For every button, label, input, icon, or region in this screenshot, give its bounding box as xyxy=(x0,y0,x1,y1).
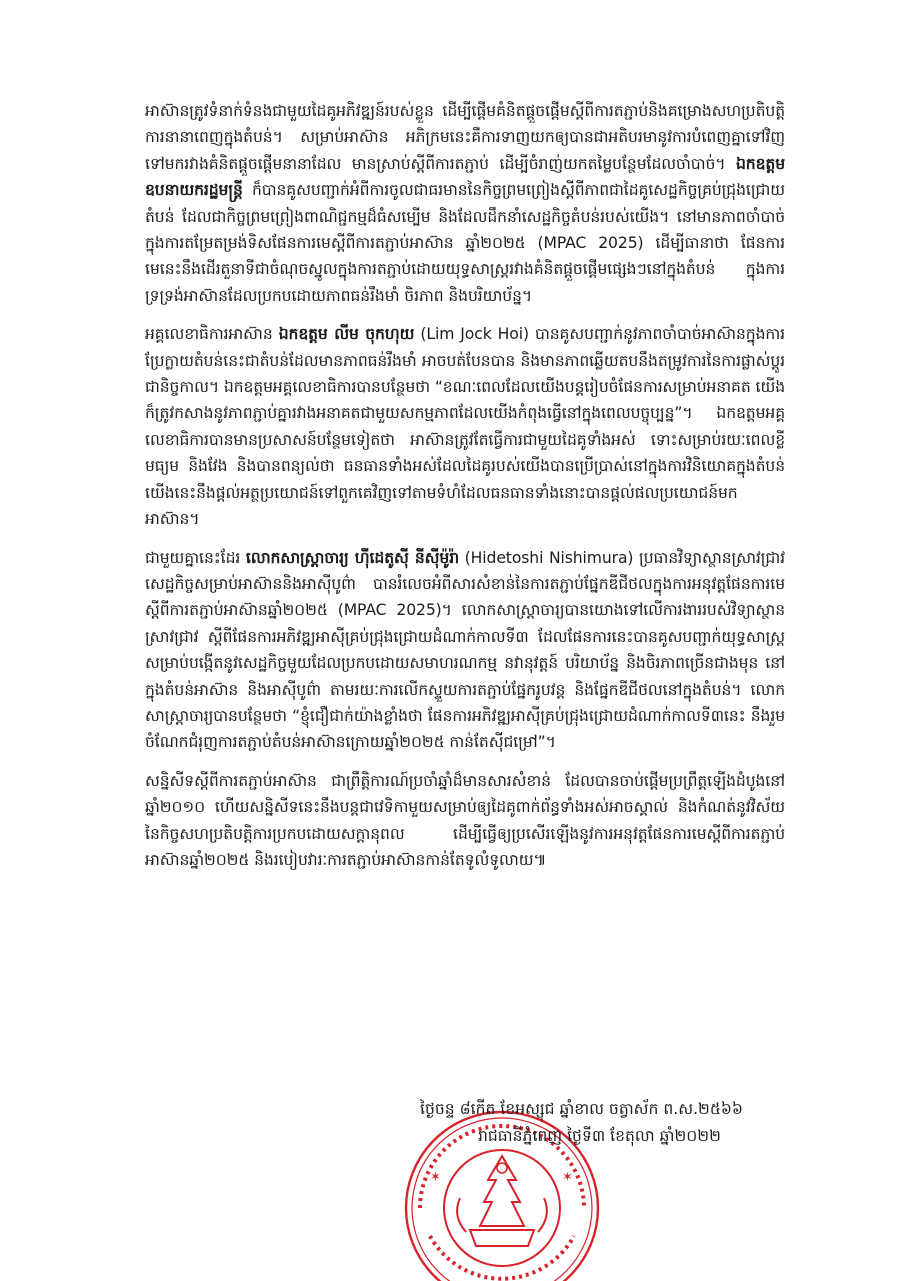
paragraph-text: អាស៊ានត្រូវទំនាក់ទំនងជាមួយដៃគូអភិវឌ្ឍន៍របស់ខ្លួន ដើម្បីផ្តើមគំនិតផ្តួចផ្តើមស្តីពីការតភ្ជាប់និងគម្រោងសហប្រតិបត្តិការនានាពេញក្នុងតំបន់។ សម្រាប់អាស៊ាន អភិក្រមនេះគឺការទាញយកឲ្យបានជាអតិបរមានូវការបំពេញគ្នាទៅវិញទៅមករវាងគំនិតផ្តួចផ្តើមនានាដែល មានស្រាប់ស្តីពីការតភ្ជាប់ ដើម្បីចំរាញ់យកតម្លៃបន្ថែមដែលចាំបាច់។ xyxy=(145,102,785,173)
paragraph-text: ក៏បានគូសបញ្ជាក់អំពីការចូលជាធរមាននៃកិច្ចព្រមព្រៀងស្តីពីភាពជាដៃគូសេដ្ឋកិច្ចគ្រប់ជ្រុងជ្រោយតំបន់ ដែលជាកិច្ចព្រមព្រៀងពាណិជ្ជកម្មដ៏ធំសម្បើម និងដែលដឹកនាំសេដ្ឋកិច្ចតំបន់របស់យើង។ នៅមានភាពចាំបាច់ក្នុងការតម្រែតម្រង់ទិសផែនការមេស្តីពីការតភ្ជាប់អាស៊ាន ឆ្នាំ២០២៥ (MPAC 2025) ដើម្បីធានាថា ផែនការមេនេះនឹងដើរតួនាទីជាចំណុចស្នូលក្នុងការតភ្ជាប់ដោយយុទ្ធសាស្ត្ររវាងគំនិតផ្តួចផ្តើមផ្សេងៗនៅក្នុងតំបន់ ក្នុងការទ្រទ្រង់អាស៊ានដែលប្រកបដោយភាពធន់រឹងមាំ ចិរភាព និងបរិយាប័ន្ន។ xyxy=(145,181,785,305)
date-signature-block xyxy=(420,1096,840,1150)
paragraph xyxy=(145,545,785,756)
paragraph xyxy=(145,98,785,309)
place-date-line: រាជធានីភ្នំពេញ ថ្ងៃទី៣ ខែតុលា ឆ្នាំ២០២២ xyxy=(478,1127,721,1145)
paragraph-text: ជាមួយគ្នានេះដែរ xyxy=(145,548,246,567)
svg-text:✶: ✶ xyxy=(430,1170,441,1185)
paragraph xyxy=(145,768,785,874)
bold-name-text: លោកសាស្ត្រាចារ្យ ហ៊ីដេតូស៊ី នីស៊ីម៉ូរ៉ា xyxy=(245,548,460,567)
paragraph-text: (Lim Jock Hoi) បានគូសបញ្ជាក់នូវភាពចាំបាច់អាស៊ានក្នុងការប្រែក្លាយតំបន់នេះជាតំបន់ដែលមានភាពធន់រឹងមាំ អាចបត់បែនបាន និងមានភាពឆ្លើយតបនឹងតម្រូវការនៃការផ្លាស់ប្តូរជានិច្ចកាល។ ឯកឧត្តមអគ្គលេខាធិការបានបន្ថែមថា “ខណៈពេលដែលយើងបន្តរៀបចំផែនការសម្រាប់អនាគត យើងក៏ត្រូវកសាងនូវភាពភ្ជាប់គ្នារវាងអនាគតជាមួយសកម្មភាពដែលយើងកំពុងធ្វើនៅក្នុងពេលបច្ចុប្បន្ន”។ ឯកឧត្តមអគ្គលេខាធិការបានមានប្រសាសន៍បន្ថែមទៀតថា អាស៊ានត្រូវតែធ្វើការជាមួយដៃគូទាំងអស់ ទោះសម្រាប់រយៈពេលខ្លី មធ្យម និងវែង និងបានពន្យល់ថា ធនធានទាំងអស់ដែលដៃគូរបស់យើងបានប្រើប្រាស់នៅក្នុងការវិនិយោគក្នុងតំបន់យើងនេះនឹងផ្តល់អត្ថប្រយោជន៍ទៅពួកគេវិញទៅតាមទំហំដែលធនធានទាំងនោះបានផ្តល់ផលប្រយោជន៍មកអាស៊ាន។ xyxy=(145,325,785,529)
paragraph xyxy=(145,321,785,532)
bold-name-text: ឯកឧត្តម លីម ចុកហុយ xyxy=(278,325,415,344)
svg-text:✶: ✶ xyxy=(562,1170,573,1185)
bold-name-text: ឯកឧត្តមឧបនាយករដ្ឋមន្ត្រី xyxy=(145,154,785,200)
lunar-date-line: ថ្ងៃចន្ទ ៨កើត ខែអស្សុជ ឆ្នាំខាល ចត្វាស័ក ព.ស.២៥៦៦ xyxy=(420,1100,743,1118)
paragraph-text: អគ្គលេខាធិការអាស៊ាន xyxy=(145,325,279,344)
document-body xyxy=(145,98,785,885)
paragraph-text: សន្និសីទស្តីពីការតភ្ជាប់អាស៊ាន ជាព្រឹត្តិការណ៍ប្រចាំឆ្នាំដ៏មានសារសំខាន់ ដែលបានចាប់ផ្តើមប្រព្រឹត្តឡើងដំបូងនៅឆ្នាំ២០១០ ហើយសន្និសីទនេះនឹងបន្តជាវេទិកាមួយសម្រាប់ឲ្យដៃគូពាក់ព័ន្ធទាំងអស់អាចស្គាល់ និងកំណត់នូវវិស័យនៃកិច្ចសហប្រតិបត្តិការប្រកបដោយសក្តានុពល ដើម្បីធ្វើឲ្យប្រសើរឡើងនូវការអនុវត្តផែនការមេស្តីពីការតភ្ជាប់អាស៊ានឆ្នាំ២០២៥ និងរបៀបវារៈការតភ្ជាប់អាស៊ានកាន់តែទូលំទូលាយ៕ xyxy=(145,771,785,869)
paragraph-text: (Hidetoshi Nishimura) ប្រធានវិទ្យាស្ថានស្រាវជ្រាវសេដ្ឋកិច្ចសម្រាប់អាស៊ាននិងអាស៊ីបូព៌ា បានរំលេចអំពីសារសំខាន់នៃការតភ្ជាប់ផ្នែកឌីជីថលក្នុងការអនុវត្តផែនការមេស្តីពីការតភ្ជាប់អាស៊ានឆ្នាំ២០២៥ (MPAC 2025)។ លោកសាស្ត្រាចារ្យបានយោងទៅលើការងាររបស់វិទ្យាស្ថានស្រាវជ្រាវ ស្តីពីផែនការអភិវឌ្ឍអាស៊ីគ្រប់ជ្រុងជ្រោយដំណាក់កាលទី៣ ដែលផែនការនេះបានគូសបញ្ជាក់យុទ្ធសាស្ត្រ សម្រាប់បង្កើតនូវសេដ្ឋកិច្ចមួយដែលប្រកបដោយសមាហរណកម្ម នវានុវត្តន៍ បរិយាប័ន្ន និងចិរភាពច្រើនជាងមុន នៅក្នុងតំបន់អាស៊ាន និងអាស៊ីបូព៌ា តាមរយៈការលើកស្ទួយការតភ្ជាប់ផ្នែករូបវន្ត និងផ្នែកឌីជីថលនៅក្នុងតំបន់។ លោកសាស្ត្រាចារ្យបានបន្ថែមថា “ខ្ញុំជឿជាក់យ៉ាងខ្លាំងថា ផែនការអភិវឌ្ឍអាស៊ីគ្រប់ជ្រុងជ្រោយដំណាក់កាលទី៣នេះ នឹងរួមចំណែកជំរុញការតភ្ជាប់តំបន់អាស៊ានក្រោយឆ្នាំ២០២៥ កាន់តែស៊ីជម្រៅ”។ xyxy=(145,548,785,752)
